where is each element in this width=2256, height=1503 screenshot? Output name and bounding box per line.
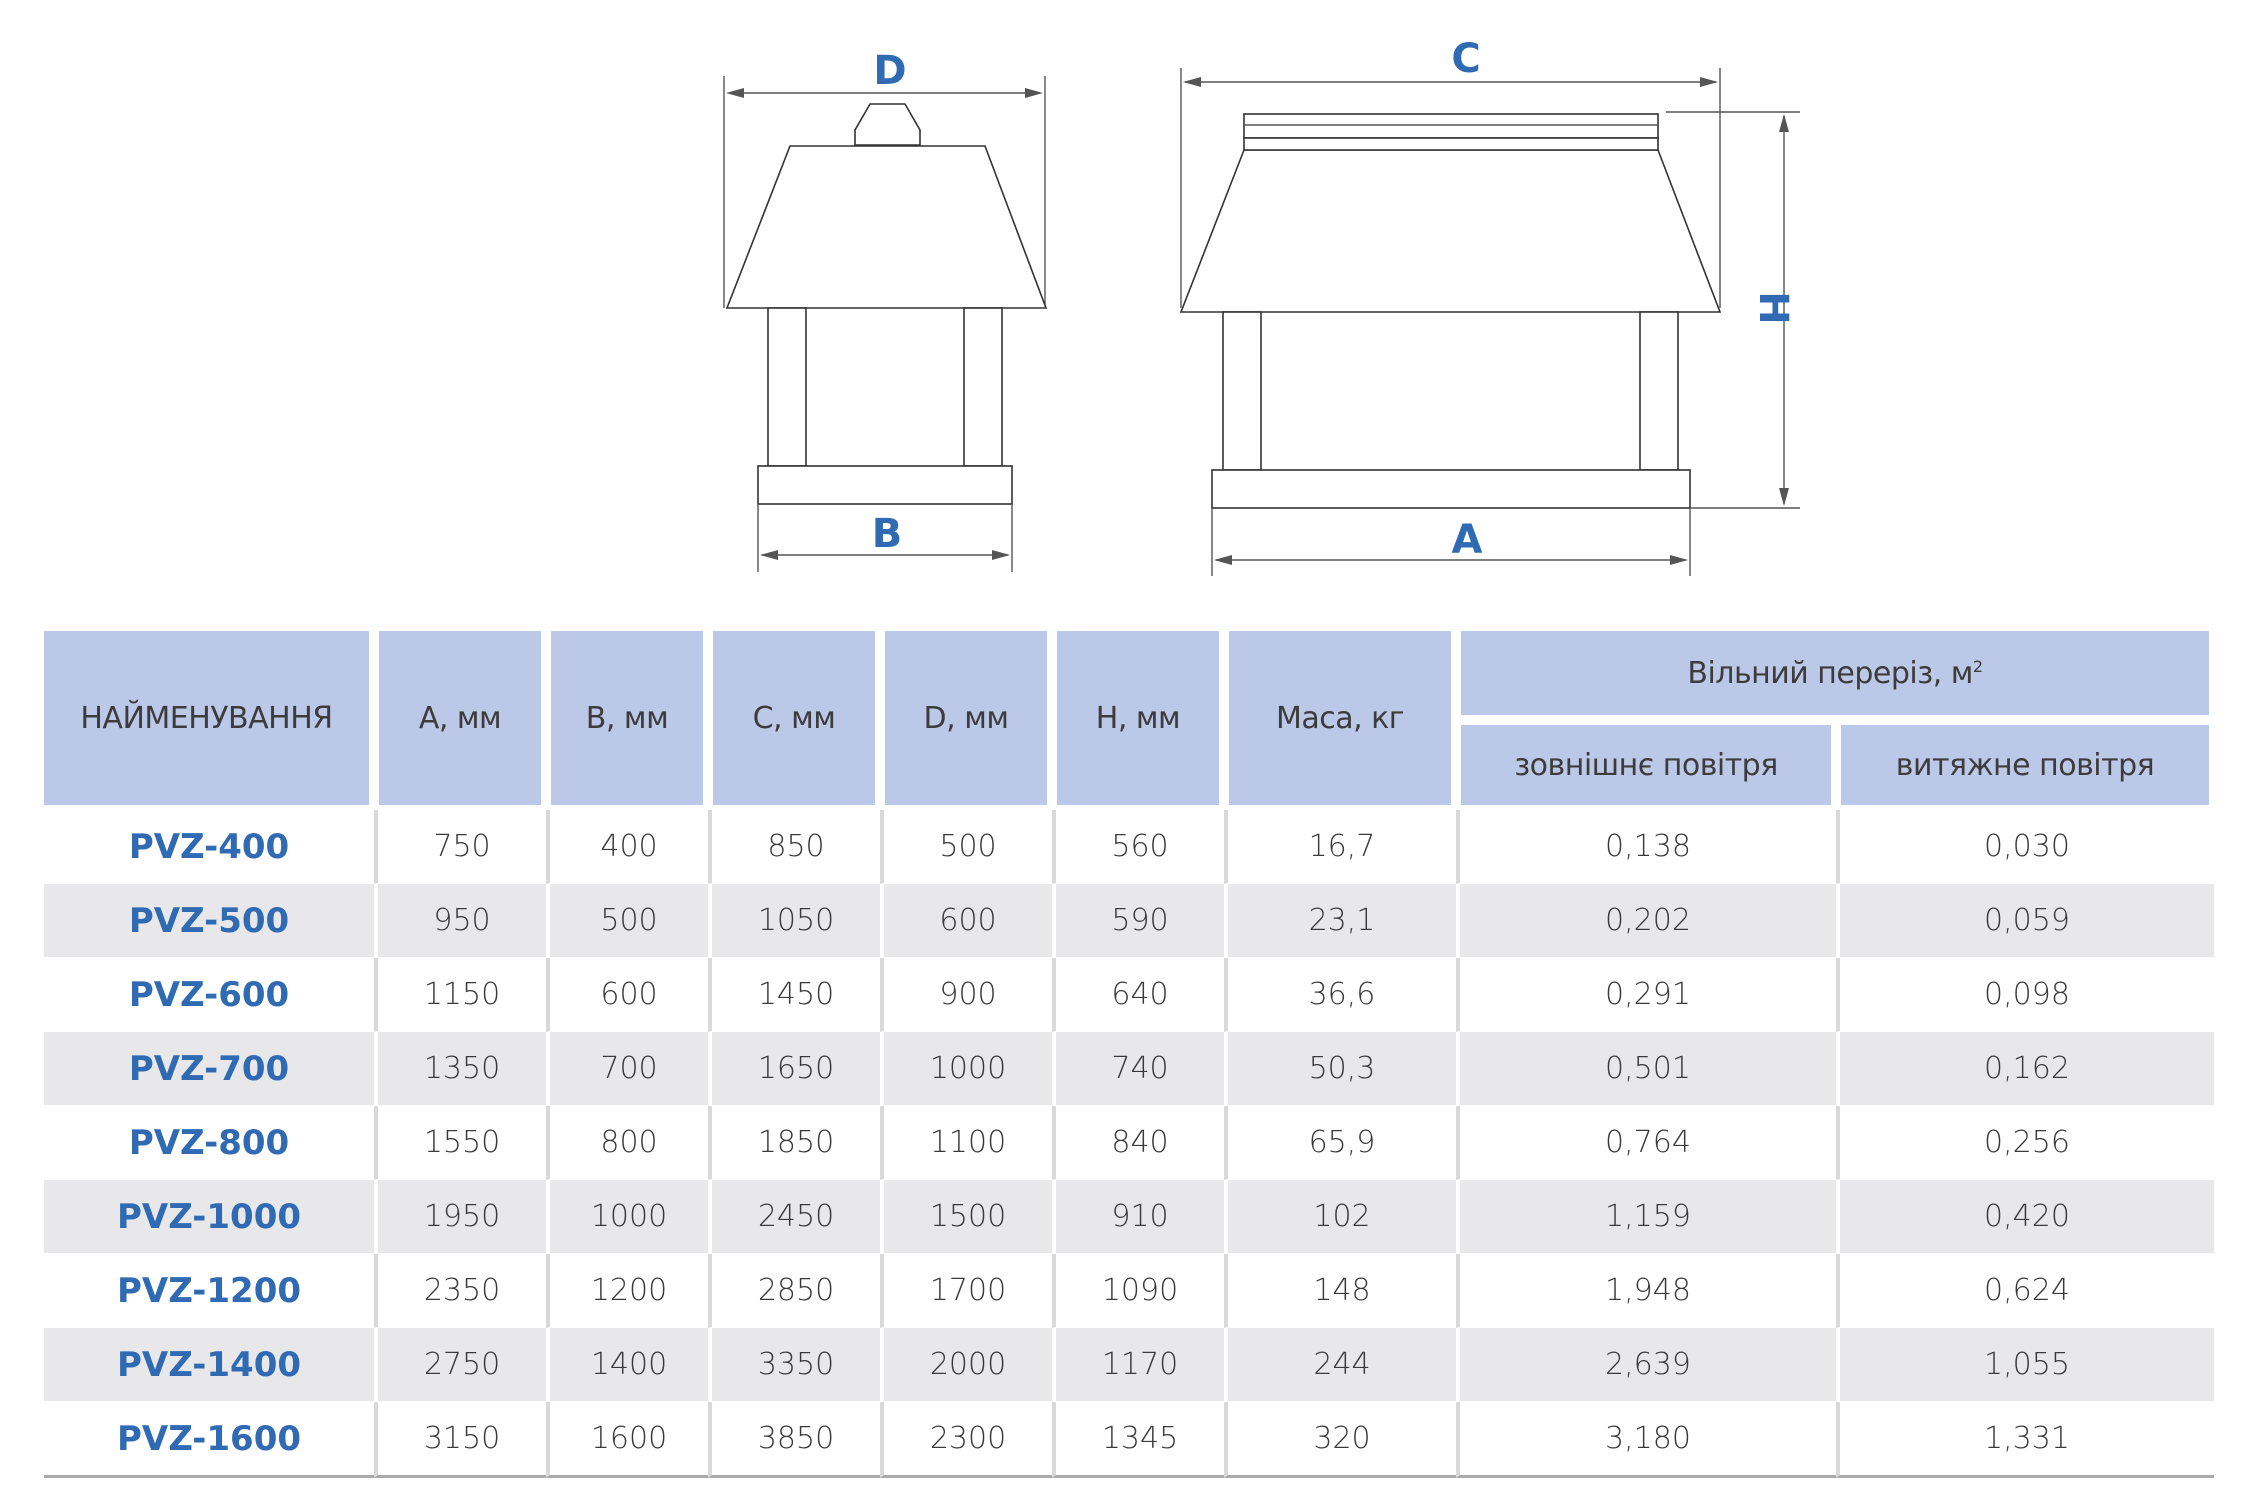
label-c: C — [1451, 36, 1481, 82]
cell-name: PVZ-400 — [44, 810, 374, 884]
cell-d: 500 — [880, 810, 1052, 884]
cell-a: 1550 — [374, 1106, 546, 1180]
cell-h: 1170 — [1052, 1328, 1224, 1402]
cell-c: 2850 — [708, 1254, 880, 1328]
cell-h: 740 — [1052, 1032, 1224, 1106]
cell-name: PVZ-800 — [44, 1106, 374, 1180]
header-b: B, мм — [546, 626, 708, 810]
table-row — [44, 1106, 2214, 1180]
cell-b: 700 — [546, 1032, 708, 1106]
cell-exhaust-air: 1,331 — [1836, 1402, 2214, 1478]
cell-a: 1350 — [374, 1032, 546, 1106]
spec-table — [44, 626, 2214, 1478]
cell-mass: 23,1 — [1224, 884, 1456, 958]
cell-name: PVZ-1200 — [44, 1254, 374, 1328]
cell-d: 1100 — [880, 1106, 1052, 1180]
cell-b: 1200 — [546, 1254, 708, 1328]
header-name: НАЙМЕНУВАННЯ — [44, 626, 374, 810]
cell-outer-air: 0,764 — [1456, 1106, 1836, 1180]
cell-c: 1050 — [708, 884, 880, 958]
header-h: H, мм — [1052, 626, 1224, 810]
header-c: C, мм — [708, 626, 880, 810]
cell-mass: 36,6 — [1224, 958, 1456, 1032]
cell-exhaust-air: 0,624 — [1836, 1254, 2214, 1328]
cell-exhaust-air: 0,256 — [1836, 1106, 2214, 1180]
cell-a: 2350 — [374, 1254, 546, 1328]
cell-b: 800 — [546, 1106, 708, 1180]
cell-h: 910 — [1052, 1180, 1224, 1254]
header-outer-air: зовнішнє повітря — [1456, 720, 1836, 810]
table-row — [44, 1032, 2214, 1106]
cell-mass: 244 — [1224, 1328, 1456, 1402]
label-b: B — [871, 511, 903, 557]
cell-c: 1450 — [708, 958, 880, 1032]
cell-c: 850 — [708, 810, 880, 884]
cell-b: 600 — [546, 958, 708, 1032]
cell-a: 2750 — [374, 1328, 546, 1402]
cell-mass: 102 — [1224, 1180, 1456, 1254]
cell-b: 400 — [546, 810, 708, 884]
cell-d: 1700 — [880, 1254, 1052, 1328]
table-row — [44, 958, 2214, 1032]
cell-b: 500 — [546, 884, 708, 958]
cell-exhaust-air: 0,059 — [1836, 884, 2214, 958]
cell-a: 750 — [374, 810, 546, 884]
header-exhaust-air: витяжне повітря — [1836, 720, 2214, 810]
cell-name: PVZ-700 — [44, 1032, 374, 1106]
cell-exhaust-air: 0,030 — [1836, 810, 2214, 884]
cell-mass: 148 — [1224, 1254, 1456, 1328]
cell-name: PVZ-1000 — [44, 1180, 374, 1254]
cell-outer-air: 1,948 — [1456, 1254, 1836, 1328]
cell-outer-air: 0,202 — [1456, 884, 1836, 958]
label-d: D — [873, 48, 907, 94]
side-view-drawing — [724, 48, 1046, 572]
cell-name: PVZ-600 — [44, 958, 374, 1032]
cell-h: 640 — [1052, 958, 1224, 1032]
cell-b: 1600 — [546, 1402, 708, 1478]
cell-name: PVZ-500 — [44, 884, 374, 958]
cell-h: 590 — [1052, 884, 1224, 958]
cell-d: 2000 — [880, 1328, 1052, 1402]
cell-b: 1000 — [546, 1180, 708, 1254]
cell-outer-air: 3,180 — [1456, 1402, 1836, 1478]
table-row — [44, 884, 2214, 958]
front-view-drawing — [1181, 36, 1800, 576]
cell-mass: 50,3 — [1224, 1032, 1456, 1106]
header-mass: Маса, кг — [1224, 626, 1456, 810]
cell-outer-air: 1,159 — [1456, 1180, 1836, 1254]
header-free-section-text: Вільний переріз, м — [1687, 655, 1973, 691]
cell-c: 2450 — [708, 1180, 880, 1254]
label-a: A — [1451, 517, 1483, 563]
cell-mass: 320 — [1224, 1402, 1456, 1478]
cell-h: 1090 — [1052, 1254, 1224, 1328]
cell-c: 3850 — [708, 1402, 880, 1478]
cell-h: 1345 — [1052, 1402, 1224, 1478]
cell-a: 3150 — [374, 1402, 546, 1478]
cell-h: 840 — [1052, 1106, 1224, 1180]
cell-a: 1950 — [374, 1180, 546, 1254]
cell-mass: 65,9 — [1224, 1106, 1456, 1180]
technical-drawing — [0, 0, 2256, 600]
cell-d: 1500 — [880, 1180, 1052, 1254]
cell-exhaust-air: 0,098 — [1836, 958, 2214, 1032]
cell-a: 1150 — [374, 958, 546, 1032]
cell-exhaust-air: 0,420 — [1836, 1180, 2214, 1254]
cell-name: PVZ-1600 — [44, 1402, 374, 1478]
table-row — [44, 1254, 2214, 1328]
header-free-section — [1456, 626, 2214, 720]
cell-exhaust-air: 0,162 — [1836, 1032, 2214, 1106]
cell-outer-air: 2,639 — [1456, 1328, 1836, 1402]
cell-c: 1650 — [708, 1032, 880, 1106]
cell-h: 560 — [1052, 810, 1224, 884]
cell-mass: 16,7 — [1224, 810, 1456, 884]
cell-d: 2300 — [880, 1402, 1052, 1478]
cell-b: 1400 — [546, 1328, 708, 1402]
cell-c: 1850 — [708, 1106, 880, 1180]
cell-c: 3350 — [708, 1328, 880, 1402]
cell-d: 1000 — [880, 1032, 1052, 1106]
table-row — [44, 810, 2214, 884]
cell-outer-air: 0,138 — [1456, 810, 1836, 884]
cell-outer-air: 0,291 — [1456, 958, 1836, 1032]
cell-d: 600 — [880, 884, 1052, 958]
cell-d: 900 — [880, 958, 1052, 1032]
table-row — [44, 1402, 2214, 1478]
cell-name: PVZ-1400 — [44, 1328, 374, 1402]
header-d: D, мм — [880, 626, 1052, 810]
table-row — [44, 1328, 2214, 1402]
label-h: H — [1750, 291, 1796, 325]
table-row — [44, 1180, 2214, 1254]
header-a: A, мм — [374, 626, 546, 810]
cell-outer-air: 0,501 — [1456, 1032, 1836, 1106]
cell-exhaust-air: 1,055 — [1836, 1328, 2214, 1402]
cell-a: 950 — [374, 884, 546, 958]
header-free-section-sup: 2 — [1972, 656, 1983, 676]
